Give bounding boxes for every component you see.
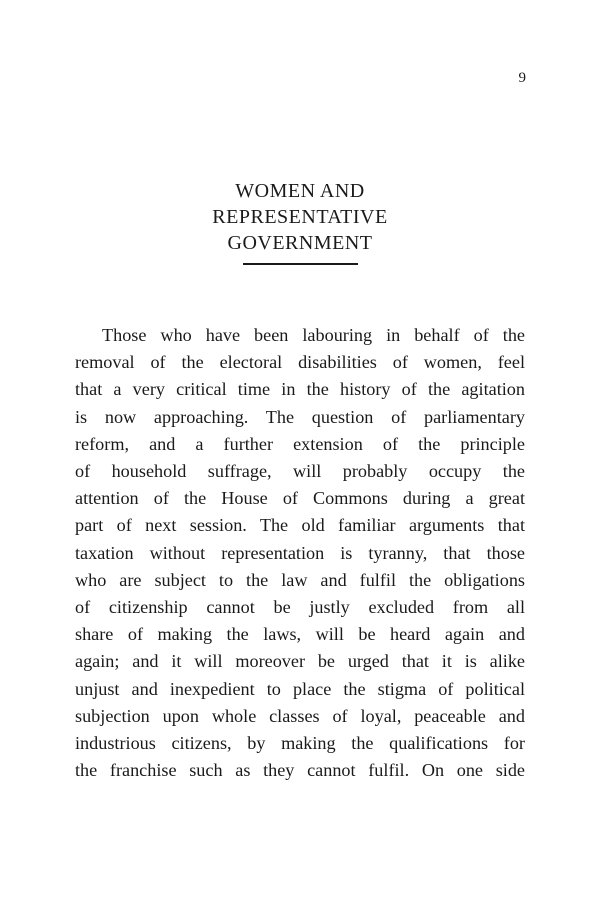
chapter-title-line: GOVERNMENT [227,232,373,254]
chapter-title-line: REPRESENTATIVE [212,206,388,228]
title-divider [243,263,358,265]
text-line: removal of the electoral disabilities of women, feel [75,352,525,373]
body-paragraph [75,322,525,784]
text-line: of citizenship cannot be justly excluded from all [75,597,525,618]
text-line: reform, and a further extension of the principle [75,433,525,454]
text-line: who are subject to the law and fulfil the obligations [75,569,525,590]
text-line: unjust and inexpedient to place the stigma of political [75,678,525,699]
text-line: taxation without representation is tyranny, that those [75,542,525,563]
text-line: attention of the House of Commons during a great [75,488,525,509]
chapter-title [0,178,600,256]
text-line: share of making the laws, will be heard again and [75,624,525,645]
text-line: the franchise such as they cannot fulfil. On one side [75,760,525,781]
text-line: that a very critical time in the history of the agitation [75,379,525,400]
text-line: part of next session. The old familiar arguments that [75,515,525,536]
text-line: industrious citizens, by making the qualifications for [75,733,525,754]
page-number: 9 [518,70,526,86]
text-line: subjection upon whole classes of loyal, peaceable and [75,705,525,726]
text-line: of household suffrage, will probably occupy the [75,461,525,482]
text-line: Those who have been labouring in behalf of the [102,325,525,345]
chapter-title-line: WOMEN AND [235,180,365,202]
text-line: again; and it will moreover be urged that it is alike [75,651,525,672]
text-line: is now approaching. The question of parliamentary [75,406,525,427]
